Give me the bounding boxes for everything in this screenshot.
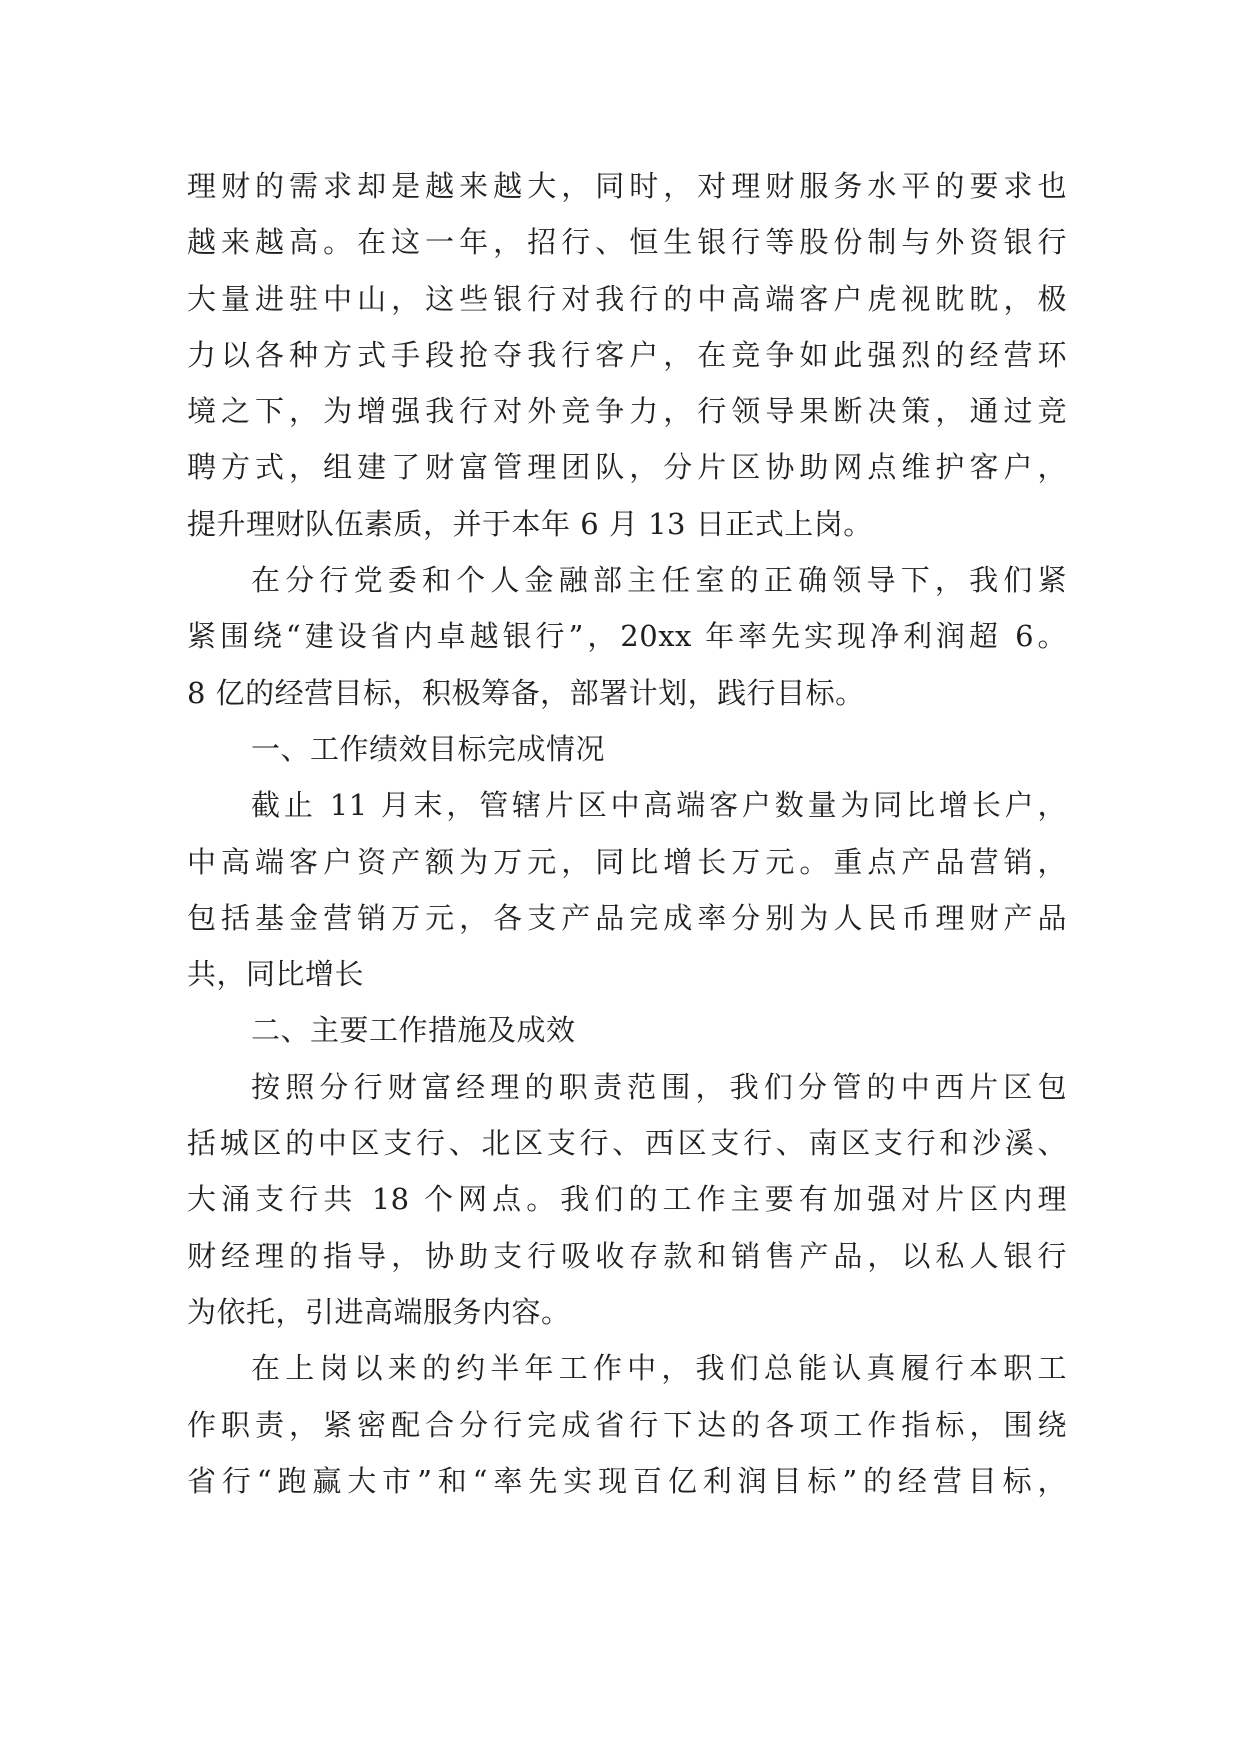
text-line: 括城区的中区支行、北区支行、西区支行、南区支行和沙溪、 — [187, 1126, 1067, 1161]
text-line: 作职责，紧密配合分行完成省行下达的各项工作指标，围绕 — [187, 1407, 1067, 1442]
text-line: 大量进驻中山，这些银行对我行的中高端客户虎视眈眈，极 — [187, 281, 1067, 316]
text-line: 紧围绕“建设省内卓越银行”，20xx 年率先实现净利润超 6。 — [187, 619, 1067, 654]
text-line: 省行“跑赢大市”和“率先实现百亿利润目标”的经营目标， — [187, 1463, 1067, 1498]
text-line: 力以各种方式手段抢夺我行客户，在竞争如此强烈的经营环 — [187, 337, 1067, 372]
section-heading: 一、工作绩效目标完成情况 — [251, 731, 606, 766]
document-body — [187, 158, 1067, 1509]
text-line: 理财的需求却是越来越大，同时，对理财服务水平的要求也 — [187, 169, 1067, 203]
text-line: 共，同比增长 — [187, 957, 365, 992]
text-line: 境之下，为增强我行对外竞争力，行领导果断决策，通过竞 — [187, 394, 1067, 429]
text-line: 提升理财队伍素质，并于本年 6 月 13 日正式上岗。 — [187, 506, 873, 541]
text-line: 中高端客户资产额为万元，同比增长万元。重点产品营销， — [187, 844, 1067, 879]
text-line: 大涌支行共 18 个网点。我们的工作主要有加强对片区内理 — [187, 1182, 1067, 1217]
text-line: 8 亿的经营目标，积极筹备，部署计划，践行目标。 — [187, 675, 865, 710]
paragraph-first-line: 在分行党委和个人金融部主任室的正确领导下，我们紧 — [251, 563, 1067, 598]
text-line: 越来越高。在这一年，招行、恒生银行等股份制与外资银行 — [187, 225, 1067, 260]
text-line: 聘方式，组建了财富管理团队，分片区协助网点维护客户， — [187, 450, 1067, 485]
text-line: 包括基金营销万元，各支产品完成率分别为人民币理财产品 — [187, 900, 1067, 935]
text-line: 为依托，引进高端服务内容。 — [187, 1294, 571, 1329]
paragraph-first-line: 在上岗以来的约半年工作中，我们总能认真履行本职工 — [251, 1351, 1067, 1386]
text-line: 财经理的指导，协助支行吸收存款和销售产品，以私人银行 — [187, 1238, 1067, 1273]
section-heading: 二、主要工作措施及成效 — [251, 1013, 576, 1048]
paragraph-first-line: 截止 11 月末，管辖片区中高端客户数量为同比增长户， — [251, 788, 1067, 823]
paragraph-first-line: 按照分行财富经理的职责范围，我们分管的中西片区包 — [251, 1069, 1067, 1104]
